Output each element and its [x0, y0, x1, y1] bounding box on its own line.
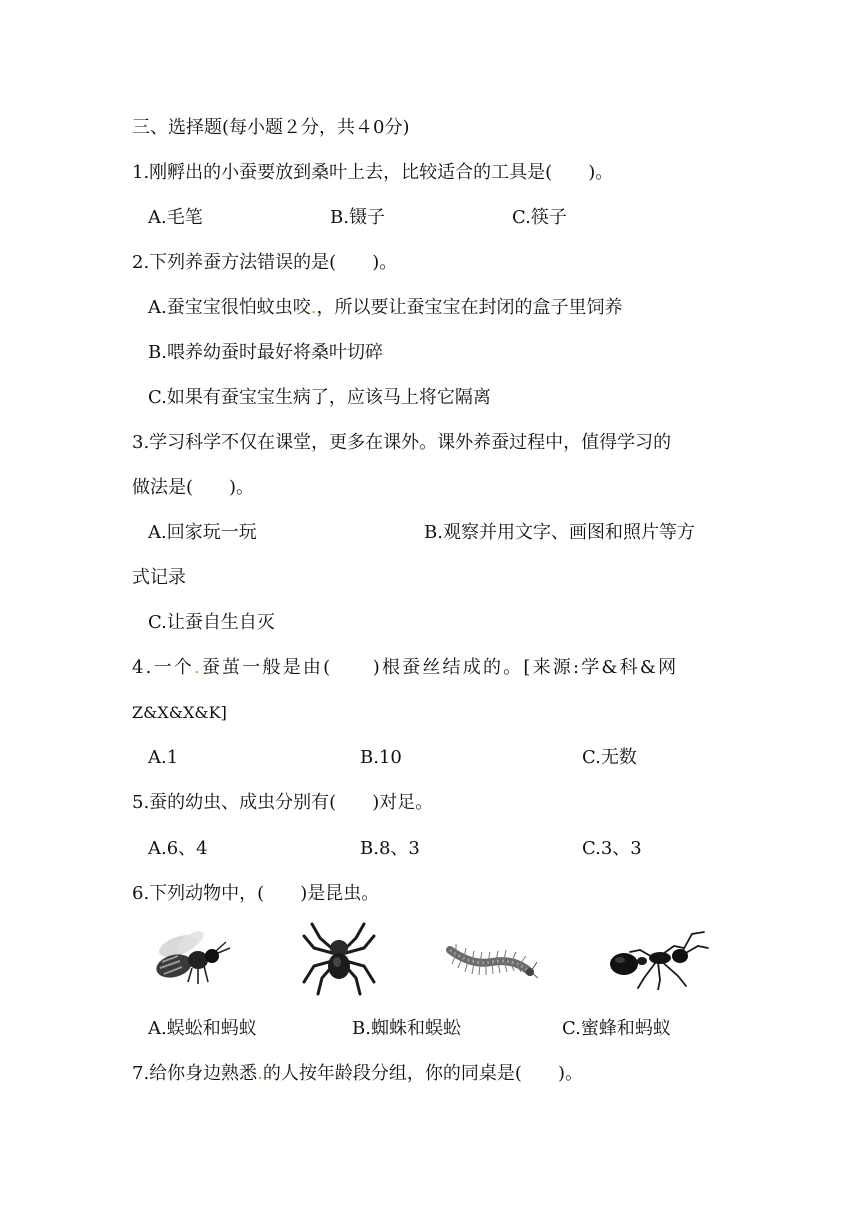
question-7-stem-text-rest: 的人按年龄段分组，你的同桌是( )。: [262, 1063, 583, 1084]
question-2-option-b: B.喂养幼蚕时最好将桑叶切碎: [148, 342, 383, 363]
question-3-option-c: C.让蚕自生自灭: [148, 612, 275, 633]
question-5-option-a: A.6、4: [148, 838, 208, 859]
question-4-option-b: B.10: [360, 747, 402, 768]
question-6-option-b: B.蜘蛛和蜈蚣: [352, 1018, 461, 1039]
question-3-option-b-line1: B.观察并用文字、画图和照片等方: [424, 522, 695, 543]
section-title: 三、选择题(每小题２分，共４0分): [132, 117, 410, 138]
question-1-option-b: B.镊子: [330, 207, 385, 228]
spider-icon: [300, 920, 378, 996]
question-6-option-a: A.蜈蚣和蚂蚁: [148, 1018, 257, 1039]
question-2-option-a-text-rest: ，所以要让蚕宝宝在封闭的盒子里饲养: [316, 297, 623, 318]
question-3-option-b-line2: 式记录: [132, 567, 186, 588]
question-3-stem-line1: 3.学习科学不仅在课堂，更多在课外。课外养蚕过程中，值得学习的: [132, 432, 672, 453]
question-5-stem: 5.蚕的幼虫、成虫分别有( )对足。: [132, 792, 434, 813]
question-6-option-c: C.蜜蜂和蚂蚁: [562, 1018, 671, 1039]
question-4-stem-line2: Z&X&X&K]: [132, 703, 227, 722]
question-4-stem-line1: [132, 656, 678, 680]
bee-icon: [148, 926, 232, 988]
question-5-option-c: C.3、3: [582, 838, 642, 859]
question-4-option-c: C.无数: [582, 747, 637, 768]
question-1-option-c: C.筷子: [512, 207, 567, 228]
question-2-option-a-text: A.蚕宝宝很怕蚊虫咬: [148, 297, 311, 318]
question-1-stem: 1.刚孵出的小蚕要放到桑叶上去，比较适合的工具是( )。: [132, 162, 614, 183]
question-4-stem-text-rest: 蚕茧一般是由( )根蚕丝结成的。[来源:学&科&网: [201, 657, 679, 678]
question-4-option-a: A.1: [148, 747, 179, 768]
question-7-stem-text: 7.给你身边熟悉: [132, 1063, 258, 1084]
question-3-stem-line2: 做法是( )。: [132, 477, 255, 498]
question-3-option-a: A.回家玩一玩: [148, 522, 257, 543]
question-6-stem: 6.下列动物中，( )是昆虫。: [132, 883, 380, 904]
question-7-stem: [132, 1062, 583, 1086]
question-2-option-a: [148, 296, 622, 320]
source-mark: .: [310, 297, 317, 318]
question-4-stem-text: 4.一个: [132, 657, 194, 678]
question-5-option-b: B.8、3: [360, 838, 420, 859]
question-2-option-c: C.如果有蚕宝宝生病了，应该马上将它隔离: [148, 387, 491, 408]
ant-icon: [604, 928, 710, 990]
source-mark: .: [193, 657, 202, 678]
question-2-stem: 2.下列养蚕方法错误的是( )。: [132, 252, 398, 273]
centipede-icon: [442, 932, 538, 986]
source-mark: .: [257, 1063, 263, 1084]
question-1-option-a: A.毛笔: [148, 207, 203, 228]
